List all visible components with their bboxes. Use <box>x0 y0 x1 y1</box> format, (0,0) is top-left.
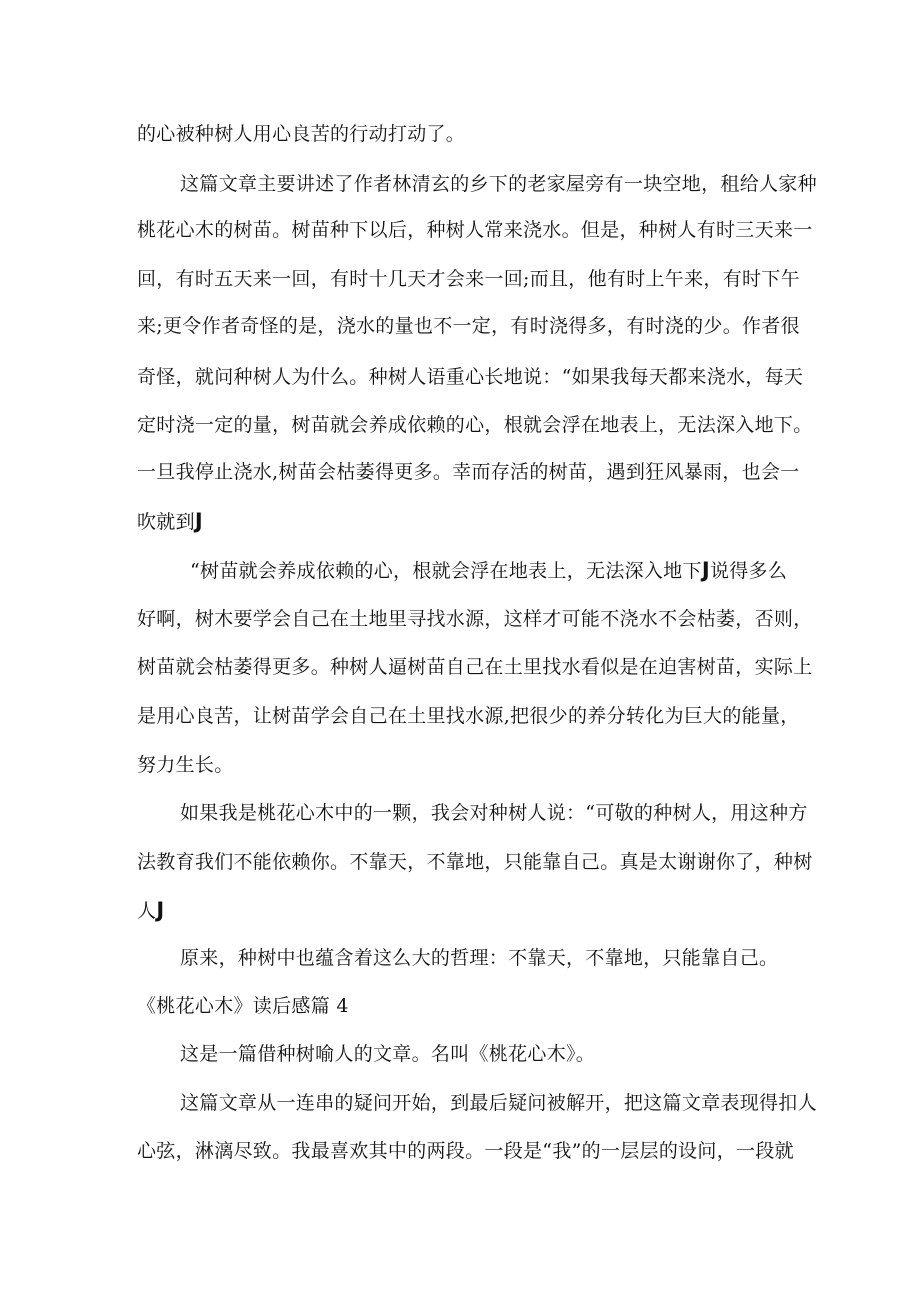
paragraph-line: 树苗就会枯萎得更多。种树人逼树苗自己在土里找水看似是在迫害树苗，实际上 <box>137 656 813 678</box>
paragraph-line: 如果我是桃花心木中的一颗，我会对种树人说：“可敬的种树人，用这种方 <box>180 802 808 824</box>
paragraph-line: 原来，种树中也蕴含着这么大的哲理：不靠天，不靠地，只能靠自己。 <box>180 947 779 969</box>
paragraph-line: 好啊，树木要学会自己在土地里寻找水源，这样才可能不浇水不会枯萎，否则， <box>137 608 813 630</box>
paragraph-line: 这是一篇借种树喻人的文章。名叫《桃花心木》。 <box>180 1043 596 1065</box>
paragraph-line: 回，有时五天来一回，有时十几天才会来一回;而且，他有时上午来，有时下午 <box>137 268 800 290</box>
paragraph-line: 桃花心木的树苗。树苗种下以后，种树人常来浇水。但是，种树人有时三天来一 <box>137 219 813 241</box>
line-text: “树苗就会养成依赖的心，根就会浮在地表上，无法深入地下 <box>190 560 702 582</box>
paragraph-line: 法教育我们不能依赖你。不靠天，不靠地，只能靠自己。真是太谢谢你了，种树 <box>137 851 813 873</box>
paragraph-line: 定时浇一定的量，树苗就会养成依赖的心，根就会浮在地表上，无法深入地下。 <box>137 414 813 436</box>
paragraph-line <box>137 508 203 535</box>
line-text: 说得多么 <box>709 560 788 582</box>
ocr-mark: J <box>156 898 165 922</box>
ocr-mark: J <box>701 558 710 582</box>
line-text: 人 <box>137 900 157 922</box>
paragraph-line: 这篇文章从一连串的疑问开始，到最后疑问被解开，把这篇文章表现得扣人 <box>180 1092 817 1114</box>
paragraph-line: 的心被种树人用心良苦的行动打动了。 <box>137 123 466 145</box>
paragraph-line: 来;更令作者奇怪的是，浇水的量也不一定，有时浇得多，有时浇的少。作者很 <box>137 315 800 337</box>
paragraph-line <box>137 897 164 924</box>
section-heading: 《桃花心木》读后感篇 4 <box>137 995 349 1017</box>
paragraph-line: 奇怪，就问种树人为什么。种树人语重心长地说：“如果我每天都来浇水，每天 <box>137 366 804 388</box>
paragraph-line: 这篇文章主要讲述了作者林清玄的乡下的老家屋旁有一块空地，租给人家种 <box>180 173 817 195</box>
paragraph-line: 努力生长。 <box>137 754 234 776</box>
paragraph-line <box>190 557 787 584</box>
paragraph-line: 一旦我停止浇水,树苗会枯萎得更多。幸而存活的树苗，遇到狂风暴雨，也会一 <box>137 461 800 483</box>
paragraph-line: 心弦，淋漓尽致。我最喜欢其中的两段。一段是“我”的一层层的设问，一段就 <box>137 1140 794 1162</box>
ocr-mark: J <box>194 509 204 533</box>
paragraph-line: 是用心良苦，让树苗学会自己在土里找水源,把很少的养分转化为巨大的能量， <box>137 705 800 727</box>
line-text: 吹就到 <box>137 511 195 533</box>
